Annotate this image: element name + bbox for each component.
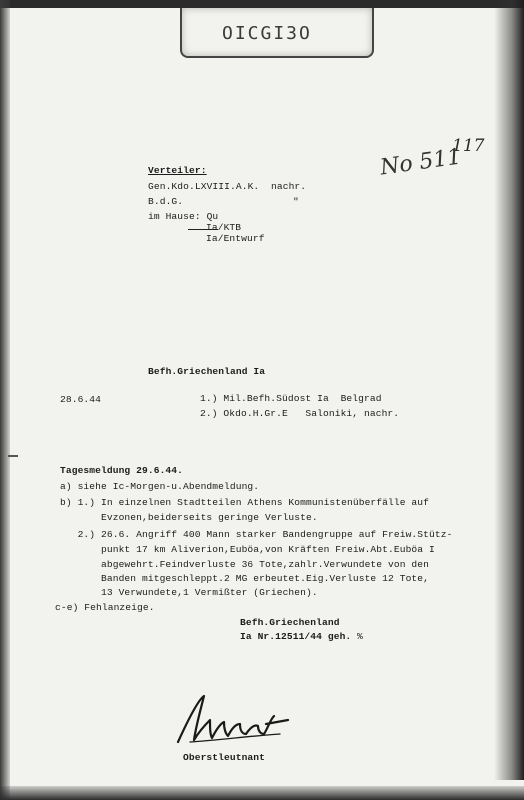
- distribution-line-2: B.d.G.: [148, 196, 184, 207]
- distribution-line-3: im Hause: Qu: [148, 211, 219, 222]
- report-line-9: c-e) Fehlanzeige.: [55, 602, 155, 613]
- registration-mark: No 511: [378, 144, 463, 181]
- scan-edge-right: [494, 0, 524, 780]
- scan-edge-left: [0, 0, 10, 800]
- scan-edge-top: [0, 0, 524, 8]
- report-line-2: b) 1.) In einzelnen Stadtteilen Athens Kommunistenüberfälle auf: [60, 497, 430, 508]
- report-line-5: punkt 17 km Aliverion,Euböa,von Kräften Freiw.Abt.Euböa I: [60, 544, 435, 555]
- distribution-ditto-mark: ": [293, 196, 299, 207]
- report-line-6: abgewehrt.Feindverluste 36 Tote,zahlr.Verwundete von den: [60, 559, 430, 570]
- handwritten-signature: [170, 690, 300, 750]
- closing-reference: Ia Nr.12511/44 geh.: [240, 631, 352, 642]
- margin-mark: [8, 455, 18, 457]
- report-line-7: Banden mitgeschleppt.2 MG erbeutet.Eig.Verluste 12 Tote,: [60, 573, 430, 584]
- recipient-2: 2.) Okdo.H.Gr.E Saloniki, nachr.: [200, 408, 400, 419]
- distribution-line-4: Ia/KTB: [206, 222, 242, 233]
- report-line-8: 13 Verwundete,1 Vermißter (Griechen).: [60, 587, 318, 598]
- distribution-line-1: Gen.Kdo.LXVIII.A.K. nachr.: [148, 181, 307, 192]
- sender-line: Befh.Griechenland Ia: [148, 366, 266, 377]
- scan-edge-bottom: [0, 786, 524, 800]
- report-line-4: 2.) 26.6. Angriff 400 Mann starker Bandengruppe auf Freiw.Stütz-: [60, 529, 453, 540]
- distribution-heading: Verteiler:: [148, 165, 207, 176]
- closing-org: Befh.Griechenland: [240, 617, 340, 628]
- distribution-line-5: Ia/Entwurf: [206, 233, 265, 244]
- report-line-3: Evzonen,beiderseits geringe Verluste.: [60, 512, 318, 523]
- signatory-rank: Oberstleutnant: [183, 752, 266, 763]
- report-line-1: a) siehe Ic-Morgen-u.Abendmeldung.: [60, 481, 260, 492]
- archive-stamp-text: OICGI3O: [222, 23, 312, 44]
- report-title: Tagesmeldung 29.6.44.: [60, 465, 184, 476]
- recipient-1: 1.) Mil.Befh.Südost Ia Belgrad: [200, 393, 382, 404]
- document-date: 28.6.44: [60, 394, 102, 405]
- handwritten-page-number: 117: [452, 136, 485, 156]
- closing-handwritten-mark: %: [357, 631, 363, 642]
